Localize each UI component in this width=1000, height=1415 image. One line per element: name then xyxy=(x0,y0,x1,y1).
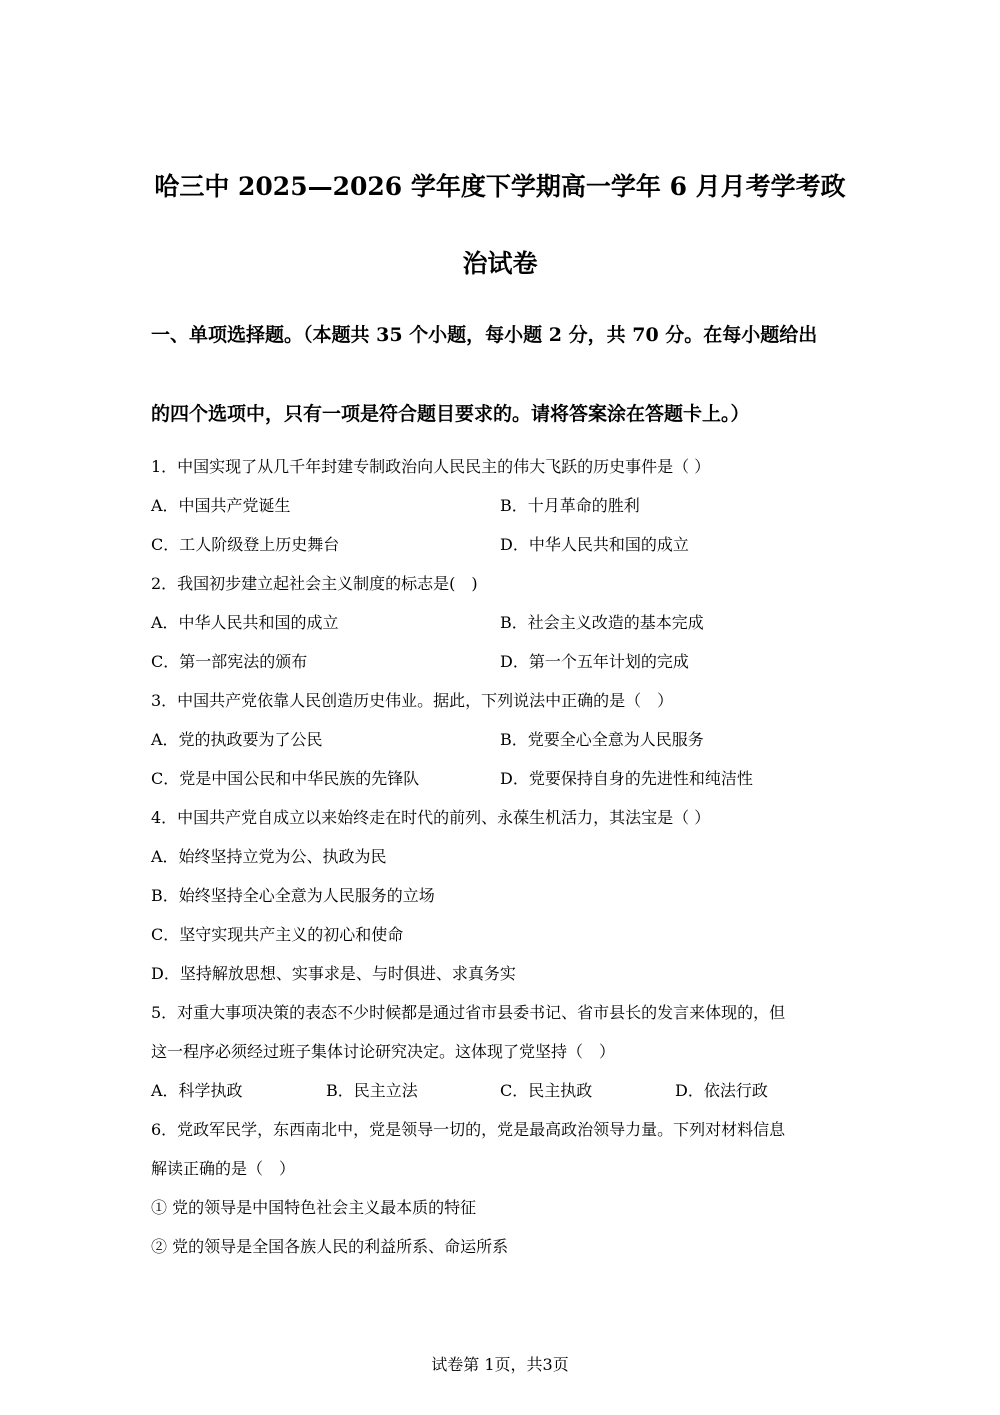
question-4-option-a: A．始终坚持立党为公、执政为民 xyxy=(151,847,387,866)
question-5-option-b: B．民主立法 xyxy=(326,1081,418,1100)
question-2-option-b: B．社会主义改造的基本完成 xyxy=(500,613,704,632)
question-2-option-d: D．第一个五年计划的完成 xyxy=(500,652,689,671)
question-3-option-b: B．党要全心全意为人民服务 xyxy=(500,730,704,749)
question-3-option-a: A．党的执政要为了公民 xyxy=(151,730,323,749)
question-1-option-a: A．中国共产党诞生 xyxy=(151,496,291,515)
question-6-item-1: ① 党的领导是中国特色社会主义最本质的特征 xyxy=(151,1198,477,1217)
question-2-option-a: A．中华人民共和国的成立 xyxy=(151,613,339,632)
page-footer: 试卷第 1页，共3页 xyxy=(431,1355,569,1374)
question-4-option-d: D．坚持解放思想、实事求是、与时俱进、求真务实 xyxy=(151,964,516,983)
section-heading-line-2: 的四个选项中，只有一项是符合题目要求的。请将答案涂在答题卡上。） xyxy=(151,403,750,425)
question-1-option-b: B．十月革命的胜利 xyxy=(500,496,640,515)
question-1-stem: 1．中国实现了从几千年封建专制政治向人民民主的伟大飞跃的历史事件是（ ） xyxy=(151,457,711,476)
section-heading-line-1: 一、单项选择题。（本题共 35 个小题，每小题 2 分，共 70 分。在每小题给出 xyxy=(151,324,818,346)
question-3-option-c: C．党是中国公民和中华民族的先锋队 xyxy=(151,769,420,788)
question-2-option-c: C．第一部宪法的颁布 xyxy=(151,652,308,671)
exam-title-line-1: 哈三中 2025—2026 学年度下学期高一学年 6 月月考学考政 xyxy=(154,172,846,201)
question-5-option-d: D．依法行政 xyxy=(675,1081,768,1100)
question-1-option-d: D．中华人民共和国的成立 xyxy=(500,535,689,554)
question-2-stem: 2．我国初步建立起社会主义制度的标志是( ) xyxy=(151,574,478,593)
question-1-option-c: C．工人阶级登上历史舞台 xyxy=(151,535,340,554)
question-5-option-c: C．民主执政 xyxy=(500,1081,593,1100)
question-3-stem: 3．中国共产党依靠人民创造历史伟业。据此，下列说法中正确的是（ ） xyxy=(151,691,674,710)
question-4-option-c: C．坚守实现共产主义的初心和使命 xyxy=(151,925,404,944)
question-5-stem-line-2: 这一程序必须经过班子集体讨论研究决定。这体现了党坚持（ ） xyxy=(151,1042,616,1061)
question-5-option-a: A．科学执政 xyxy=(151,1081,243,1100)
question-5-stem-line-1: 5．对重大事项决策的表态不少时候都是通过省市县委书记、省市县长的发言来体现的，但 xyxy=(151,1003,786,1022)
question-6-stem-line-1: 6．党政军民学，东西南北中，党是领导一切的，党是最高政治领导力量。下列对材料信息 xyxy=(151,1120,786,1139)
exam-title-line-2: 治试卷 xyxy=(462,249,538,278)
question-6-stem-line-2: 解读正确的是（ ） xyxy=(151,1159,296,1178)
question-6-item-2: ② 党的领导是全国各族人民的利益所系、命运所系 xyxy=(151,1237,509,1256)
question-4-stem: 4．中国共产党自成立以来始终走在时代的前列、永葆生机活力，其法宝是（ ） xyxy=(151,808,711,827)
question-4-option-b: B．始终坚持全心全意为人民服务的立场 xyxy=(151,886,435,905)
question-3-option-d: D．党要保持自身的先进性和纯洁性 xyxy=(500,769,753,788)
